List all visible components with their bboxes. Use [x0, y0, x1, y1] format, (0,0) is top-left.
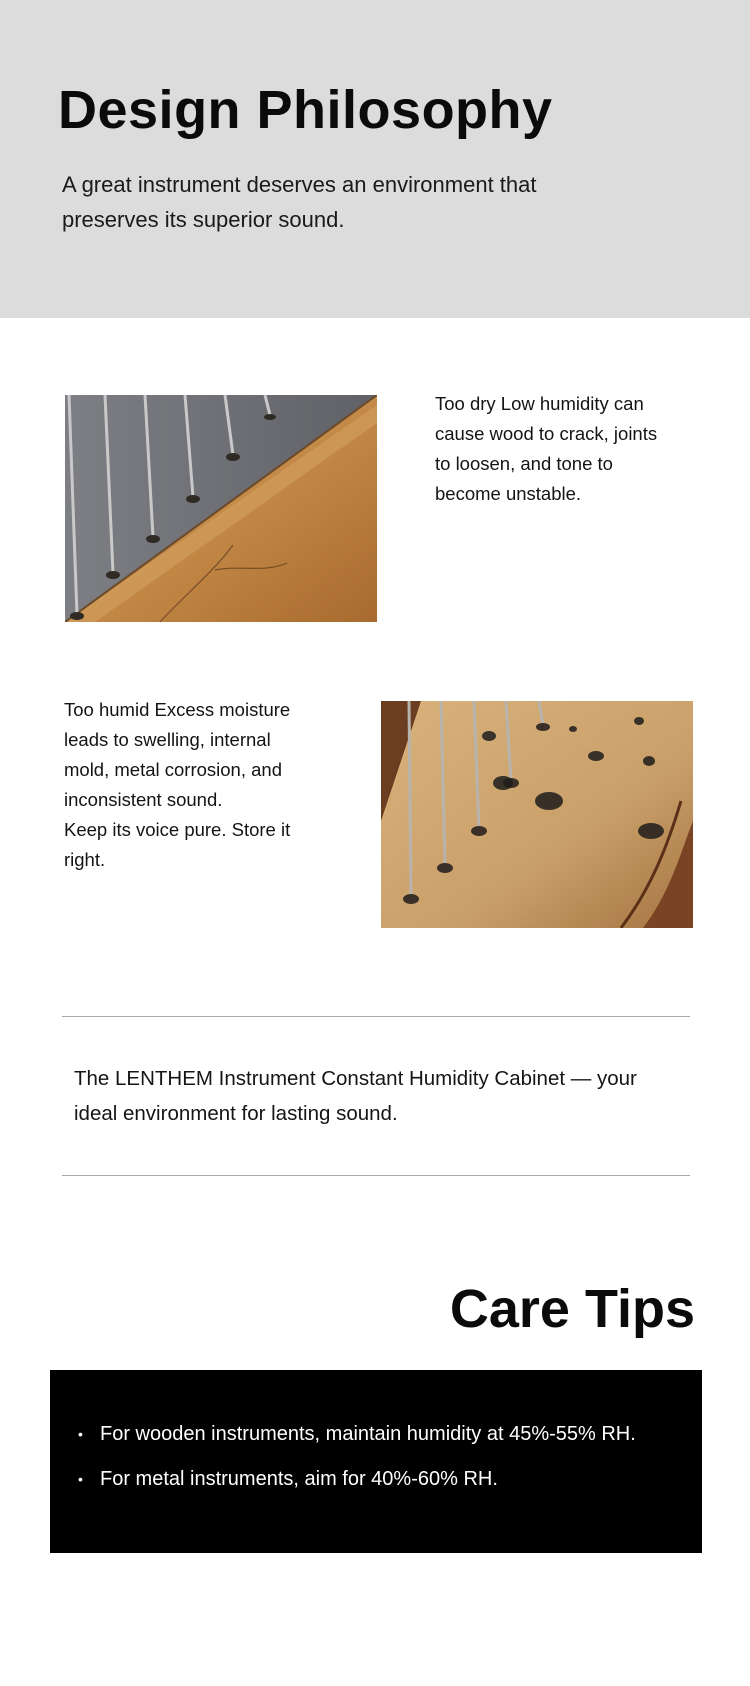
care-tip-item [78, 1421, 636, 1447]
care-tip-text: For metal instruments, aim for 40%-60% RH. [100, 1468, 498, 1490]
humid-block [64, 695, 304, 875]
divider-bottom [62, 1175, 690, 1176]
page-subtitle: A great instrument deserves an environment that preserves its superior sound. [62, 172, 537, 232]
header-banner [0, 0, 750, 318]
divider-top [62, 1016, 690, 1017]
humid-tagline: Keep its voice pure. Store it right. [64, 819, 291, 870]
bullet-icon: • [78, 1426, 83, 1442]
care-tips-box [50, 1370, 702, 1553]
page-title: Design Philosophy [58, 80, 553, 140]
humid-description: Too humid Excess moisture leads to swelling, internal mold, metal corrosion, and inconsistent sound. [64, 699, 291, 810]
bullet-icon: • [78, 1471, 83, 1487]
dry-wood-image [65, 395, 377, 622]
care-tip-item [78, 1466, 636, 1492]
humid-wood-image [381, 701, 693, 928]
care-tips-list [78, 1421, 636, 1511]
dry-description: Too dry Low humidity can cause wood to crack, joints to loosen, and tone to become unstable. [435, 393, 658, 504]
product-statement: The LENTHEM Instrument Constant Humidity Cabinet — your ideal environment for lasting sound. [74, 1067, 637, 1125]
care-tips-title: Care Tips [449, 1279, 695, 1339]
care-tip-text: For wooden instruments, maintain humidity at 45%-55% RH. [100, 1423, 636, 1445]
